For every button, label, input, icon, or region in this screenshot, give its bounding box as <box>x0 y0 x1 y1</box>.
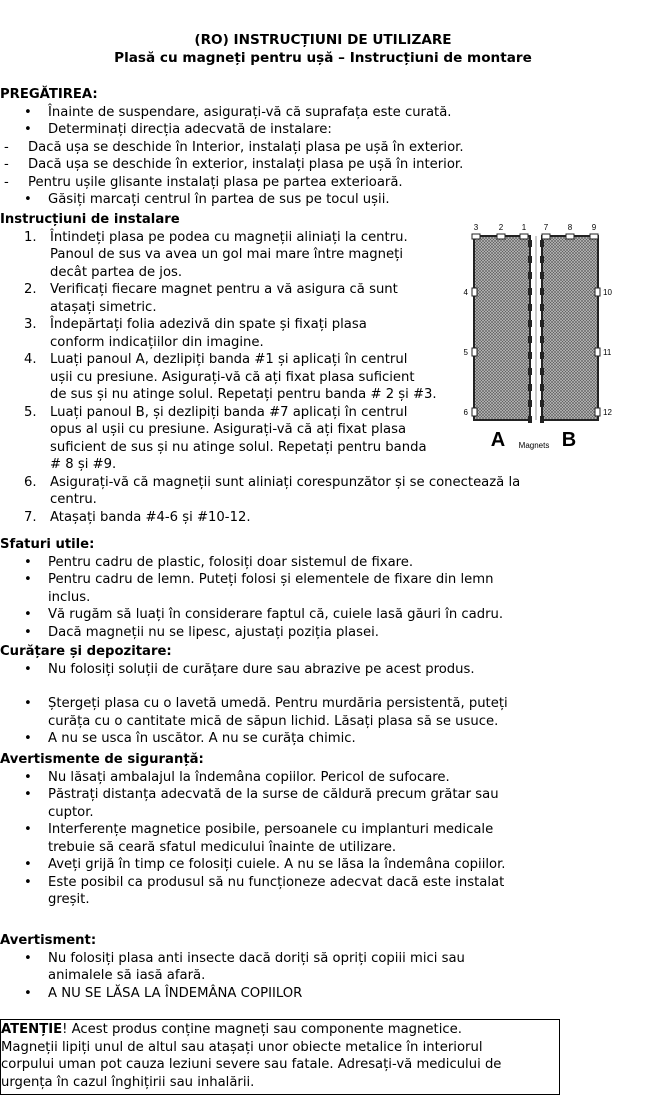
list-item <box>0 950 600 985</box>
magnet-mark <box>540 304 544 311</box>
magnet-mark <box>540 368 544 375</box>
step-line: Luați panoul B, și dezlipiți banda #7 aplicați în centrul <box>50 404 408 420</box>
step-line: atașați simetric. <box>50 299 157 315</box>
list-item-line: trebuie să ceară sfatul medicului înainte de utilizare. <box>48 839 397 855</box>
list-item <box>0 571 600 606</box>
magnet-mark <box>540 256 544 263</box>
care-heading: Curățare și depozitare: <box>0 644 172 659</box>
tape-mark <box>472 234 480 239</box>
step-line: # 8 și #9. <box>50 457 117 472</box>
list-item: - Dacă ușa se deschide în Interior, instalați plasa pe ușă în exterior. <box>0 139 560 157</box>
list-item-line: • A nu se usca în uscător. A nu se curăța chimic. <box>48 731 356 746</box>
list-item-line: • Vă rugăm să luați în considerare faptul că, cuiele lasă găuri în cadru. <box>48 607 504 622</box>
safety-heading: Avertismente de siguranță: <box>0 752 204 767</box>
magnet-mark <box>528 384 532 391</box>
step-line: conform indicațiilor din imagine. <box>50 334 264 350</box>
tape-mark <box>566 234 574 239</box>
tips-list <box>0 554 600 642</box>
magnet-mark <box>528 304 532 311</box>
attention-line-2: Magneții lipiți unul de altul sau atașați unor obiecte metalice în interiorul <box>1 1039 483 1055</box>
list-item: • Înainte de suspendare, asigurați-vă că suprafața este curată. <box>0 104 560 122</box>
step-line: Atașați banda #4-6 și #10-12. <box>50 509 251 525</box>
magnets-label: Magnets <box>518 441 550 450</box>
tape-number: 12 <box>603 408 612 417</box>
step-line: centru. <box>50 492 97 507</box>
list-item-line: • Este posibil ca produsul să nu funcționeze adecvat dacă este instalat <box>48 874 505 890</box>
tape-mark <box>472 408 477 416</box>
installation-heading: Instrucțiuni de instalare <box>0 212 180 227</box>
step-line: decât partea de jos. <box>50 264 183 280</box>
warning-section <box>0 932 600 1002</box>
tape-mark <box>472 288 477 296</box>
safety-section <box>0 751 600 909</box>
tips-section <box>0 536 600 641</box>
tape-number: 1 <box>521 223 527 232</box>
tape-number: 7 <box>543 223 549 232</box>
list-item-line: inclus. <box>48 589 91 605</box>
tape-mark <box>595 288 600 296</box>
step-line: opus al ușii cu presiune. Asigurați-vă că ați fixat plasa <box>50 422 407 437</box>
tape-number: 3 <box>473 223 479 232</box>
magnet-mark <box>528 352 532 359</box>
tape-mark <box>497 234 505 239</box>
list-item-line: • A NU SE LĂSA LA ÎNDEMÂNA COPIILOR <box>48 985 303 1001</box>
magnet-mark <box>540 336 544 343</box>
magnet-mark <box>528 368 532 375</box>
step-line: Întindeți plasa pe podea cu magneții aliniați la centru. <box>50 229 408 245</box>
step-number: 1. <box>24 229 37 245</box>
tape-mark <box>472 348 477 356</box>
list-item <box>0 769 600 787</box>
list-item <box>0 786 600 821</box>
magnet-mark <box>540 288 544 295</box>
attention-line-3: corpului uman pot cauza leziuni severe sau fatale. Adresați-vă medicului de <box>1 1057 502 1072</box>
safety-list <box>0 769 600 909</box>
step-line: Verificați fiecare magnet pentru a vă asigura că sunt <box>50 282 398 297</box>
list-item <box>0 606 600 624</box>
step-line: ușii cu presiune. Asigurați-vă că ați fixat plasa suficient <box>50 369 415 385</box>
panel-b-net <box>542 236 598 420</box>
list-item-line: • Pentru cadru de lemn. Puteți folosi și elementele de fixare din lemn <box>48 572 494 587</box>
warning-list <box>0 950 600 1003</box>
instruction-step <box>0 474 560 509</box>
preparation-bullets-b <box>0 191 560 209</box>
list-item <box>0 985 600 1003</box>
magnet-mark <box>528 288 532 295</box>
list-item <box>0 695 600 730</box>
magnet-mark <box>528 240 532 247</box>
step-line: Panoul de sus va avea un gol mai mare între magneți <box>50 247 403 262</box>
tape-mark <box>520 234 528 239</box>
list-item: • Determinați direcția adecvată de instalare: <box>0 121 560 139</box>
list-item-line: • Nu folosiți soluții de curățare dure sau abrazive pe acest produs. <box>48 661 475 677</box>
tape-mark <box>542 234 550 239</box>
tape-number: 5 <box>463 348 468 357</box>
magnet-mark <box>540 320 544 327</box>
step-line: Asigurați-vă că magneții sunt aliniați corespunzător și se conectează la <box>50 474 521 490</box>
list-item-line: • Ștergeți plasa cu o lavetă umedă. Pentru murdăria persistentă, puteți <box>48 696 508 711</box>
list-item <box>0 821 600 856</box>
list-item <box>0 874 600 909</box>
magnet-mark <box>528 256 532 263</box>
list-item <box>0 661 600 679</box>
list-item: - Pentru ușile glisante instalați plasa pe partea exterioară. <box>0 174 560 192</box>
tape-number: 6 <box>463 408 468 417</box>
panel-a-label: A <box>490 429 506 451</box>
list-item-line: curăța cu o cantitate mică de săpun lichid. Lăsați plasa să se usuce. <box>48 713 499 729</box>
list-item-line: • Nu lăsați ambalajul la îndemâna copiilor. Pericol de sufocare. <box>48 769 450 785</box>
list-item-line: • Păstrați distanța adecvată de la surse de căldură precum grătar sau <box>48 787 499 802</box>
panel-b-label: B <box>561 429 577 451</box>
magnet-mark <box>528 272 532 279</box>
instruction-step <box>0 509 560 527</box>
tape-number: 9 <box>591 223 597 232</box>
step-number: 3. <box>24 317 37 332</box>
magnet-mark <box>528 400 532 407</box>
tips-heading: Sfaturi utile: <box>0 537 95 552</box>
step-number: 6. <box>24 474 37 490</box>
tape-mark <box>590 234 598 239</box>
list-item-line: • Pentru cadru de plastic, folosiți doar sistemul de fixare. <box>48 554 414 570</box>
magnet-mark <box>528 320 532 327</box>
magnet-mark <box>540 240 544 247</box>
step-number: 2. <box>24 282 37 297</box>
list-item <box>0 856 600 874</box>
magnet-mark <box>528 416 532 423</box>
magnet-mark <box>540 400 544 407</box>
list-item <box>0 730 600 748</box>
preparation-bullets-a <box>0 104 560 139</box>
step-line: Îndepărtați folia adezivă din spate și fixați plasa <box>50 317 367 332</box>
preparation-heading: PREGĂTIREA: <box>0 87 98 102</box>
step-number: 5. <box>24 404 37 420</box>
step-line: Luați panoul A, dezlipiți banda #1 și aplicați în centrul <box>50 352 408 367</box>
list-item <box>0 624 600 642</box>
list-item-line: animalele să iasă afară. <box>48 968 206 983</box>
tape-number: 10 <box>603 288 612 297</box>
list-item-line: • Aveți grijă în timp ce folosiți cuiele. A nu se lăsa la îndemâna copiilor. <box>48 857 506 872</box>
attention-line-4: urgența în cazul înghițirii sau inhalării. <box>1 1074 255 1090</box>
tape-number: 4 <box>463 288 468 297</box>
tape-number: 11 <box>603 348 612 357</box>
preparation-dashes <box>0 139 560 192</box>
magnet-mark <box>528 336 532 343</box>
attention-line-1: ATENȚIE! Acest produs conține magneți sau componente magnetice. <box>1 1022 462 1037</box>
attention-label: ATENȚIE <box>1 1022 63 1037</box>
list-item-line: • Dacă magneții nu se lipesc, ajustați poziția plasei. <box>48 624 379 640</box>
installation-diagram <box>456 220 616 456</box>
care-list <box>0 661 600 748</box>
door-net-diagram <box>456 220 616 456</box>
document-subtitle: Plasă cu magneți pentru ușă – Instrucțiuni de montare <box>114 50 532 66</box>
list-item-line: greșit. <box>48 892 90 907</box>
list-item-line: • Interferențe magnetice posibile, persoanele cu implanturi medicale <box>48 822 494 837</box>
list-item: - Dacă ușa se deschide în exterior, instalați plasa pe ușă în interior. <box>0 156 560 174</box>
tape-mark <box>595 348 600 356</box>
tape-number: 8 <box>567 223 573 232</box>
care-section <box>0 643 600 748</box>
tape-mark <box>595 408 600 416</box>
preparation-section <box>0 86 560 209</box>
attention-box <box>0 1019 560 1095</box>
magnet-mark <box>540 272 544 279</box>
list-item: • Găsiți marcați centrul în partea de sus pe tocul ușii. <box>0 191 560 209</box>
step-number: 4. <box>24 352 37 367</box>
panel-a-net <box>474 236 530 420</box>
step-line: de sus și nu atinge solul. Repetați pentru banda # 2 și #3. <box>50 387 437 402</box>
list-item <box>0 554 600 572</box>
magnet-mark <box>540 352 544 359</box>
document-title: (RO) INSTRUCȚIUNI DE UTILIZARE <box>194 32 452 48</box>
magnet-mark <box>540 384 544 391</box>
step-line: suficient de sus și nu atinge solul. Repetați pentru banda <box>50 439 427 455</box>
warning-heading: Avertisment: <box>0 933 97 948</box>
list-item-line: cuptor. <box>48 804 94 820</box>
list-item-line: • Nu folosiți plasa anti insecte dacă doriți să opriți copiii mici sau <box>48 950 465 966</box>
step-number: 7. <box>24 509 37 525</box>
magnet-mark <box>540 416 544 423</box>
tape-number: 2 <box>498 223 504 232</box>
